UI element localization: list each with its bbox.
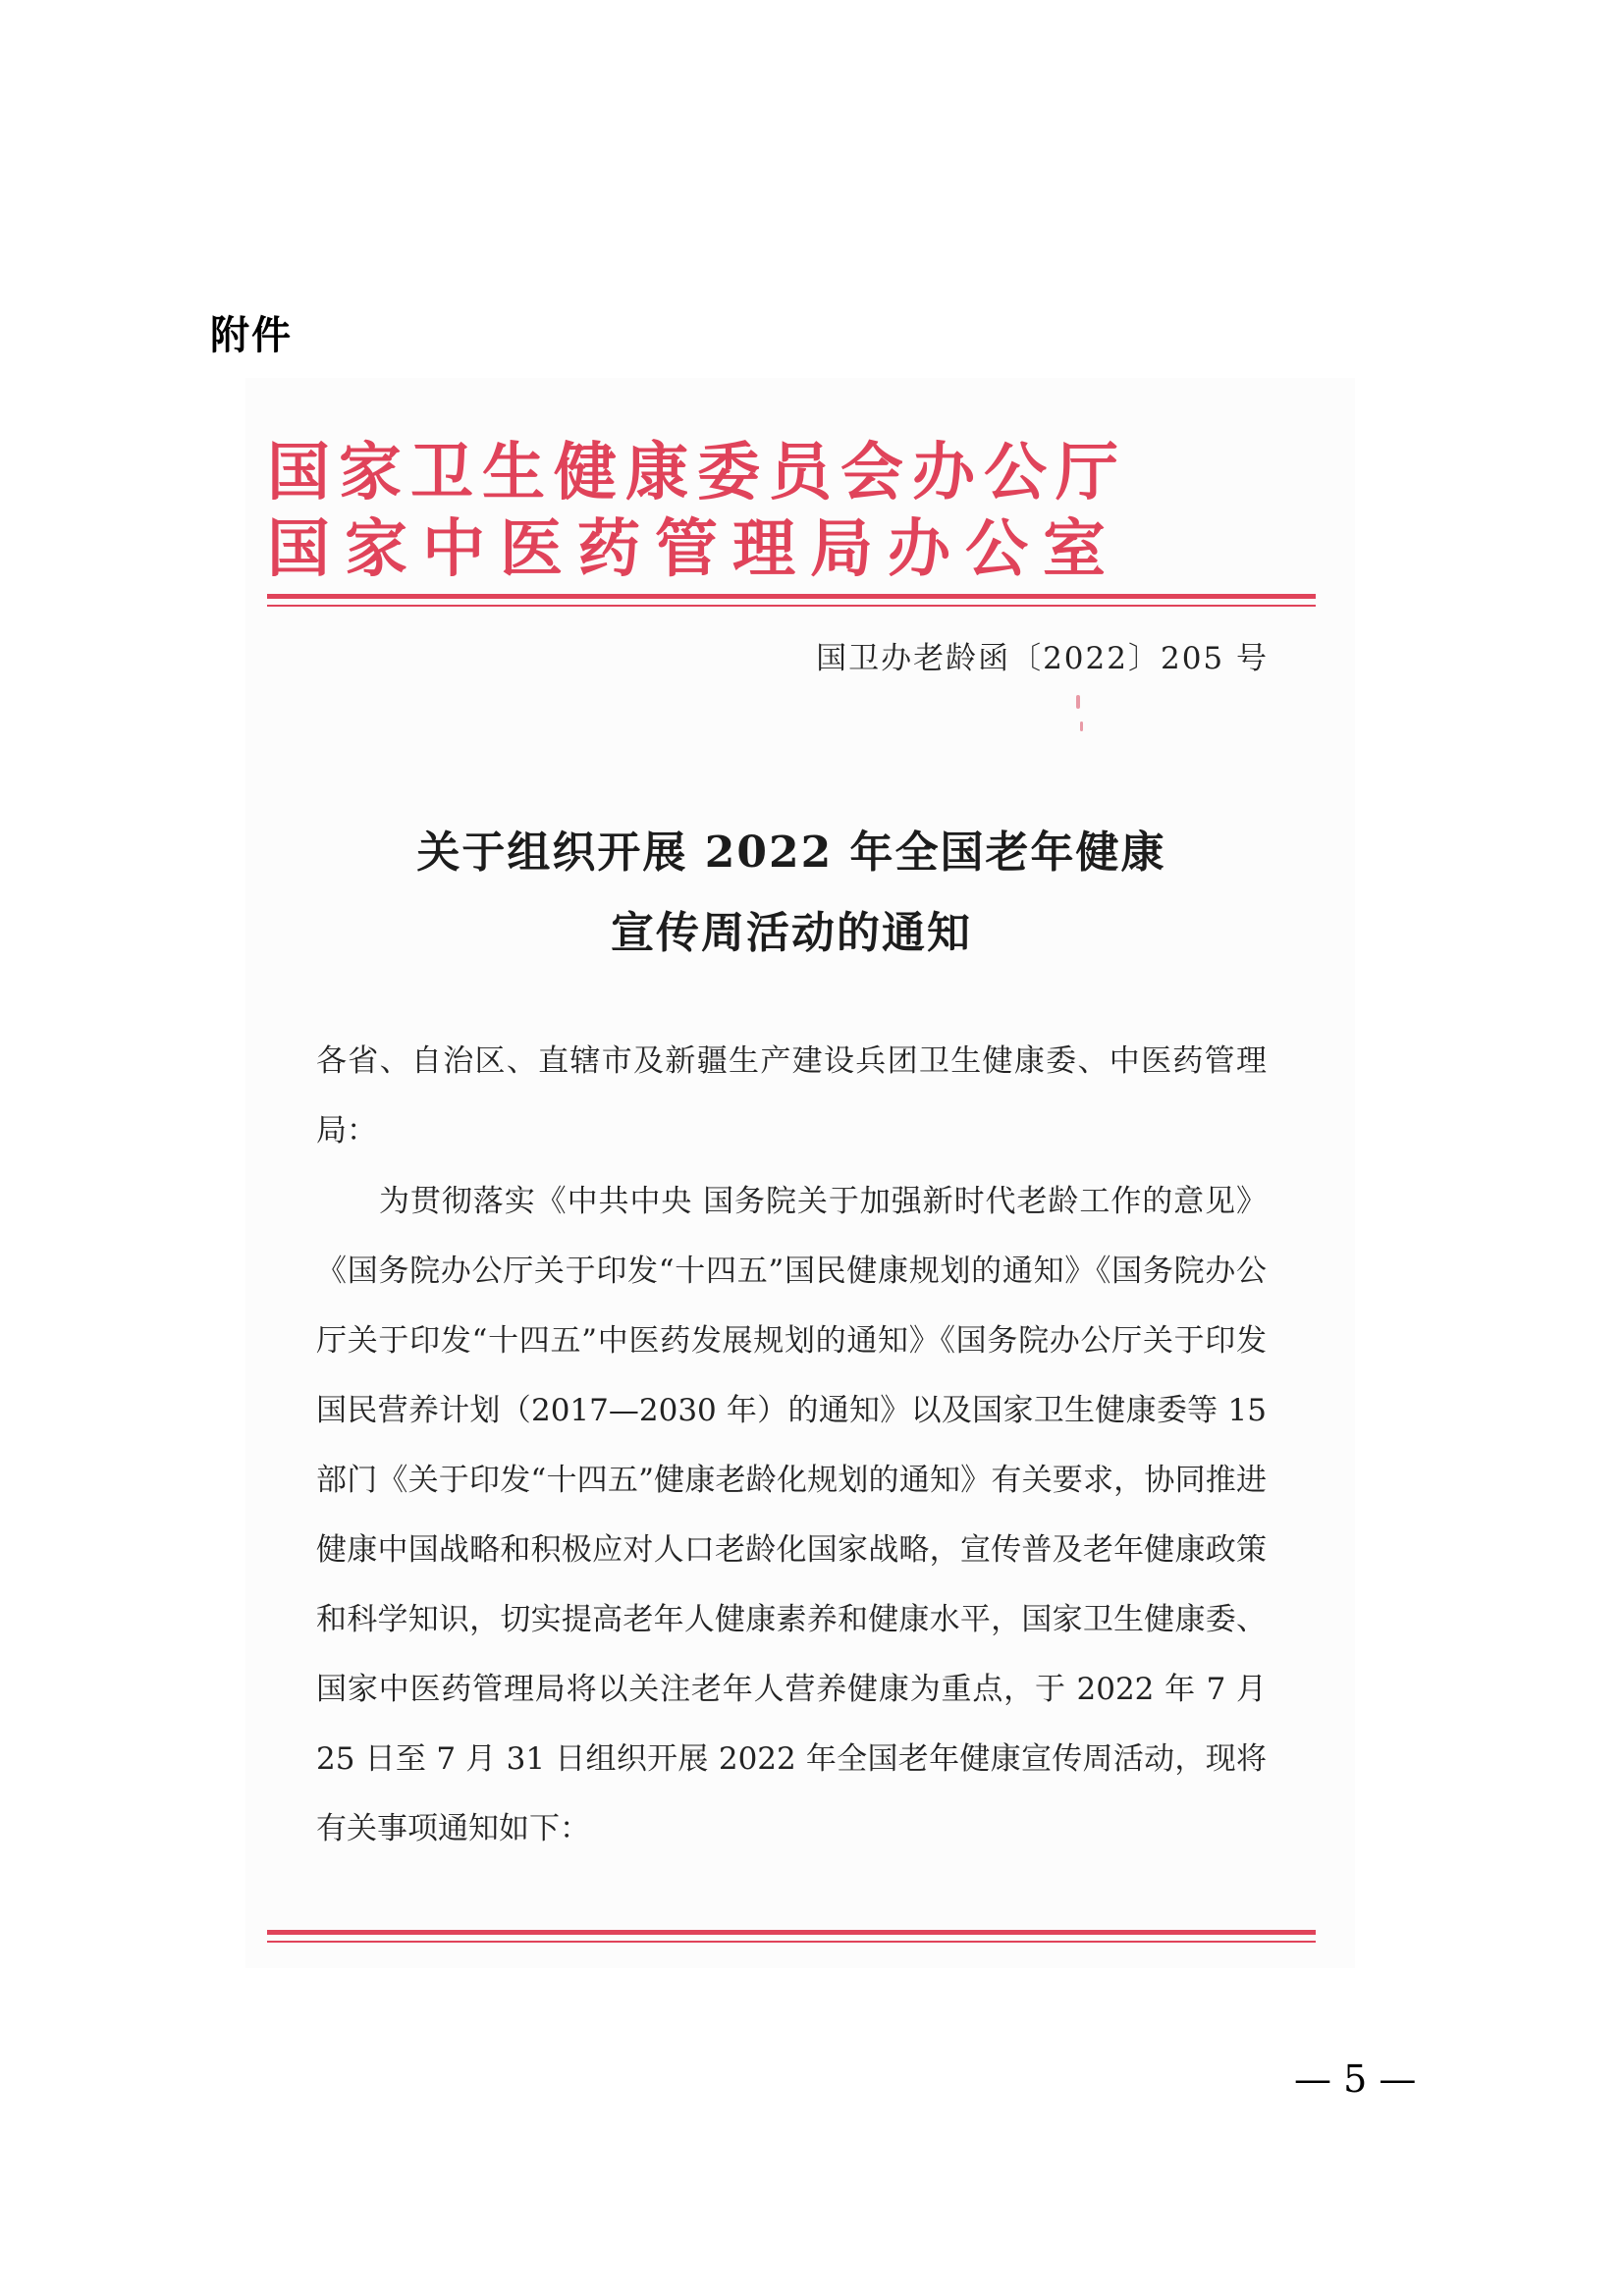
letterhead-red-rule: [267, 594, 1316, 599]
letterhead-red-rule-thin: [267, 605, 1316, 607]
letterhead-org-line-1: 国家卫生健康委员会办公厅: [267, 436, 1127, 509]
salutation: 各省、自治区、直辖市及新疆生产建设兵团卫生健康委、中医药管理局：: [316, 1043, 1267, 1148]
page-number: — 5 —: [1294, 2057, 1417, 2101]
red-ink-speck: [1076, 695, 1080, 709]
footer-red-rule-thin: [267, 1941, 1316, 1943]
red-ink-speck: [1080, 721, 1083, 731]
document-title-line-2: 宣传周活动的通知: [611, 908, 972, 958]
attachment-label: 附件: [210, 313, 293, 358]
letterhead-org-line-2: 国家中医药管理局办公室: [267, 512, 1120, 586]
body-paragraph: 为贯彻落实《中共中央 国务院关于加强新时代老龄工作的意见》《国务院办公厅关于印发“十四五”国民健康规划的通知》《国务院办公厅关于印发“十四五”中医药发展规划的通知》《国务院办公厅关于印发国民营养计划（2017—2030 年）的通知》以及国家卫生健康委等 15 部门《关于印发“十四五”健康老龄化规划的通知》有关要求，协同推进健康中国战略和积极应对人口老龄化国家战略，宣传普及老年健康政策和科学知识，切实提高老年人健康素养和健康水平，国家卫生健康委、国家中医药管理局将以关注老年人营养健康为重点，于 2022 年 7 月 25 日至 7 月 31 日组织开展 2022 年全国老年健康宣传周活动，现将有关事项通知如下：: [316, 1184, 1267, 1846]
document-title-line-1: 关于组织开展 2022 年全国老年健康: [416, 828, 1166, 878]
document-number: 国卫办老龄函〔2022〕205 号: [816, 641, 1269, 676]
footer-red-rule: [267, 1930, 1316, 1935]
